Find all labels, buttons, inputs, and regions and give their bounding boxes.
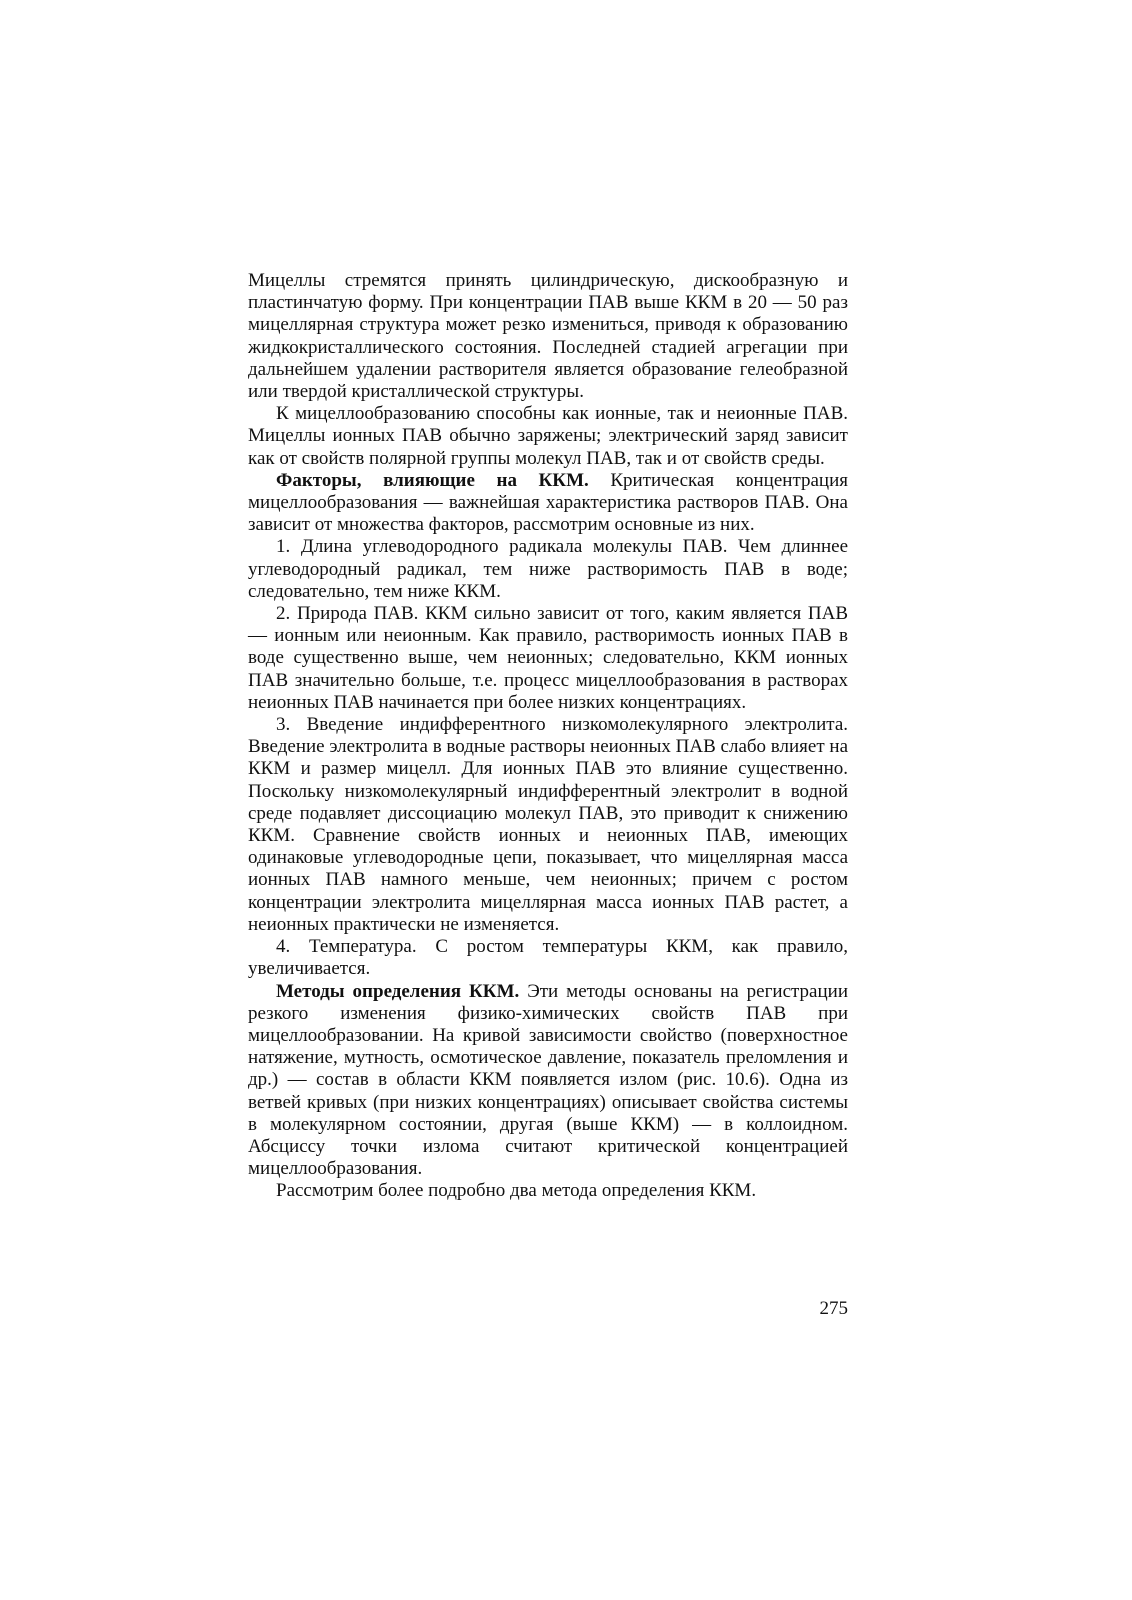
paragraph-ionic-nonionic	[248, 403, 848, 470]
paragraph-text: 4. Температура. С ростом температуры ККМ, как правило, увеличивается.	[248, 936, 848, 980]
list-item-surfactant-nature	[248, 603, 848, 714]
section-lead-methods: Методы определения ККМ.	[276, 980, 520, 1002]
paragraph-text: Эти методы основаны на регистрации резкого изменения физико-химических свойств ПАВ при мицеллообразовании. На кривой зависимости свойство (поверхностное натяжение, мутность, осмотическое давление, показатель преломления и др.) — состав в области ККМ появляется излом (рис. 10.6). Одна из ветвей кривых (при низких концентрациях) описывает свойства системы в молекулярном состоянии, другая (выше ККМ) — в коллоидном. Абсциссу точки излома считают критической концентрацией мицеллообразования.	[248, 980, 848, 1180]
section-lead-factors: Факторы, влияющие на ККМ.	[276, 469, 589, 491]
body-text	[248, 270, 848, 1203]
page-number: 275	[819, 1298, 848, 1319]
paragraph-text: Рассмотрим более подробно два метода определения ККМ.	[276, 1180, 757, 1202]
paragraph-text: 3. Введение индифферентного низкомолекулярного электролита. Введение электролита в водные растворы неионных ПАВ слабо влияет на ККМ и размер мицелл. Для ионных ПАВ это влияние существенно. Поскольку низкомолекулярный индифферентный электролит в водной среде подавляет диссоциацию молекул ПАВ, это приводит к снижению ККМ. Сравнение свойств ионных и неионных ПАВ, имеющих одинаковые углеводородные цепи, показывает, что мицеллярная масса ионных ПАВ намного меньше, чем неионных; причем с ростом концентрации электролита мицеллярная масса ионных ПАВ растет, а неионных практически не изменяется.	[248, 714, 848, 935]
paragraph-factors-heading	[248, 470, 848, 537]
paragraph-methods-heading	[248, 981, 848, 1181]
paragraph-micelle-shapes	[248, 270, 848, 403]
list-item-radical-length	[248, 536, 848, 603]
paragraph-text: 1. Длина углеводородного радикала молекулы ПАВ. Чем длиннее углеводородный радикал, тем ниже растворимость ПАВ в воде; следовательно, тем ниже ККМ.	[248, 536, 848, 602]
paragraph-text: Критическая концентрация мицеллообразования — важнейшая характеристика растворов ПАВ. Она зависит от множества факторов, рассмотрим основные из них.	[248, 469, 848, 536]
paragraph-text: 2. Природа ПАВ. ККМ сильно зависит от того, каким является ПАВ — ионным или неионным. Как правило, растворимость ионных ПАВ в воде существенно выше, чем неионных; следовательно, ККМ ионных ПАВ значительно больше, т.е. процесс мицеллообразования в растворах неионных ПАВ начинается при более низких концентрациях.	[248, 603, 848, 713]
paragraph-text: Мицеллы стремятся принять цилиндрическую, дискообразную и пластинчатую форму. При концентрации ПАВ выше ККМ в 20 — 50 раз мицеллярная структура может резко измениться, приводя к образованию жидкокристаллического состояния. Последней стадией агрегации при дальнейшем удалении растворителя является образование гелеобразной или твердой кристаллической структуры.	[248, 270, 848, 403]
paragraph-text: К мицеллообразованию способны как ионные, так и неионные ПАВ. Мицеллы ионных ПАВ обычно заряжены; электрический заряд зависит как от свойств полярной группы молекул ПАВ, так и от свойств среды.	[248, 403, 848, 469]
list-item-electrolyte	[248, 714, 848, 936]
list-item-temperature	[248, 936, 848, 980]
paragraph-two-methods	[248, 1180, 848, 1202]
